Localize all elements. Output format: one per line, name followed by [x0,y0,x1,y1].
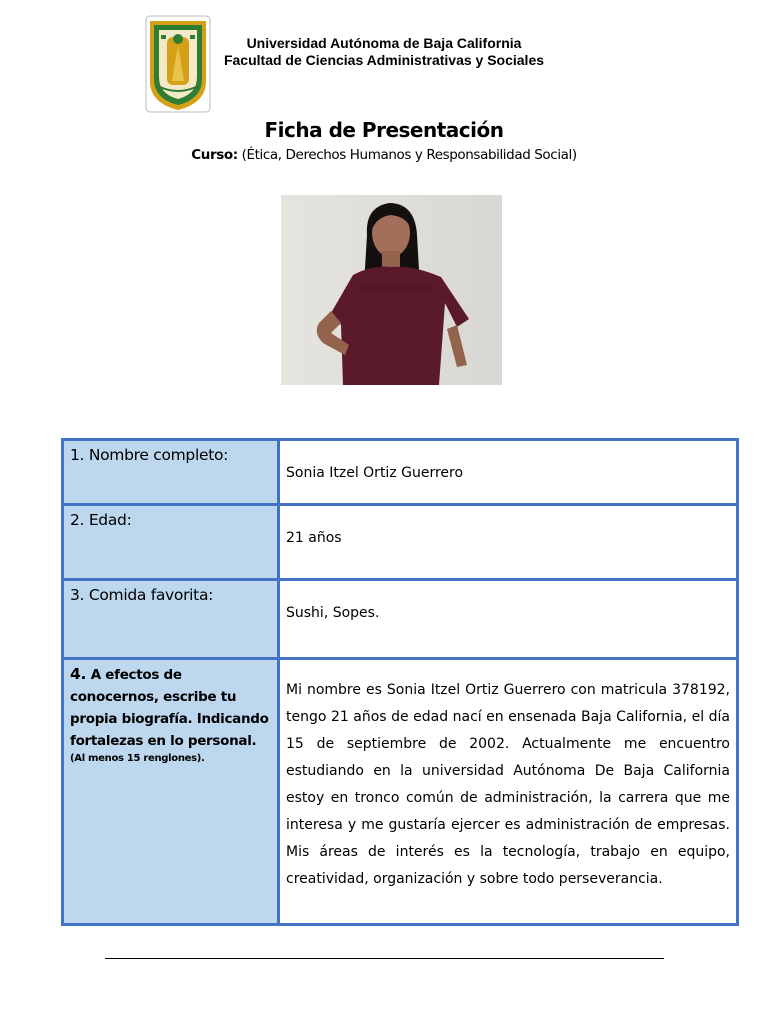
course-line [0,147,768,163]
field-value-food [279,580,738,659]
table-row [63,440,738,505]
presentation-form-table [61,438,739,926]
field-label-age: 2. Edad: [63,505,279,580]
page-title: Ficha de Presentación [264,118,504,142]
age-value: 21 años [286,530,342,546]
biography-label-note: (Al menos 15 renglones). [70,753,205,764]
field-label-food: 3. Comida favorita: [63,580,279,659]
table-row [63,580,738,659]
student-photo [281,195,502,385]
table-row [63,659,738,925]
faculty-name: Facultad de Ciencias Administrativas y Sociales [223,52,545,68]
field-label-name: 1. Nombre completo: [63,440,279,505]
biography-text: Mi nombre es Sonia Itzel Ortiz Guerrero con matricula 378192, tengo 21 años de edad nací en ensenada Baja California, el día 15 de septiembre de 2002. Actualmente me encuentro estudiando en la universidad Autónoma De Baja California estoy en tronco común de administración, la carrera que me interesa y me gustaría ejercer es administración de empresas. Mis áreas de interés es la tecnología, trabajo en equipo, creatividad, organización y sobre todo perseverancia. [279,659,738,925]
favorite-food-value: Sushi, Sopes. [286,605,380,621]
uabc-logo [145,15,211,113]
table-row [63,505,738,580]
field-label-biography [63,659,279,925]
footer-divider [105,958,664,959]
biography-label-text: A efectos de conocernos, escribe tu propia biografía. Indicando fortalezas en lo personal. [70,667,269,749]
biography-label-number: 4. [70,665,87,683]
university-header [210,35,558,69]
field-value-age [279,505,738,580]
full-name-value: Sonia Itzel Ortiz Guerrero [286,465,464,481]
course-name: (Ética, Derechos Humanos y Responsabilidad Social) [241,147,577,163]
field-value-name [279,440,738,505]
university-name: Universidad Autónoma de Baja California [246,35,522,51]
course-label: Curso: [191,147,238,163]
